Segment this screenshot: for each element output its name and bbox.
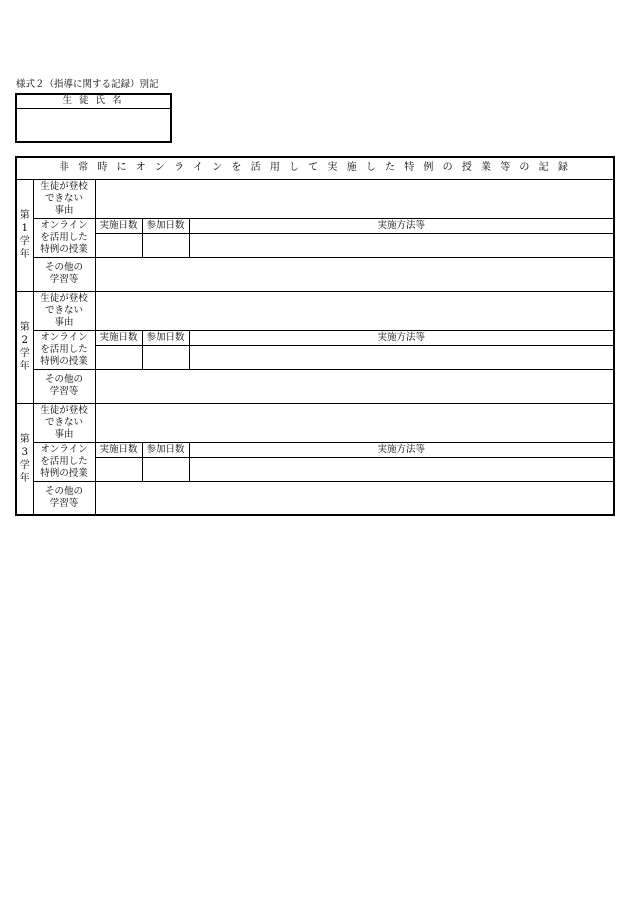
row-label-online: オンライン を活用した 特例の授業 bbox=[33, 442, 95, 481]
year-3-block bbox=[16, 403, 614, 442]
method-header: 実施方法等 bbox=[189, 218, 614, 233]
row-label-other: その他の 学習等 bbox=[33, 481, 95, 515]
method-field[interactable] bbox=[189, 233, 614, 257]
implementation-days-header: 実施日数 bbox=[95, 442, 142, 457]
implementation-days-header: 実施日数 bbox=[95, 218, 142, 233]
other-study-field[interactable] bbox=[95, 369, 614, 403]
attendance-days-header: 参加日数 bbox=[142, 330, 189, 345]
method-field[interactable] bbox=[189, 457, 614, 481]
attendance-days-header: 参加日数 bbox=[142, 442, 189, 457]
year-label: 第 3 学 年 bbox=[16, 403, 33, 515]
reason-field[interactable] bbox=[95, 179, 614, 218]
reason-field[interactable] bbox=[95, 403, 614, 442]
other-study-field[interactable] bbox=[95, 257, 614, 291]
student-name-box bbox=[15, 93, 172, 143]
row-label-reason: 生徒が登校 できない 事由 bbox=[33, 403, 95, 442]
method-field[interactable] bbox=[189, 345, 614, 369]
row-label-reason: 生徒が登校 できない 事由 bbox=[33, 291, 95, 330]
form-label: 様式２（指導に関する記録）別記 bbox=[16, 79, 159, 90]
method-header: 実施方法等 bbox=[189, 442, 614, 457]
year-label: 第 1 学 年 bbox=[16, 179, 33, 291]
year-2-block bbox=[16, 291, 614, 330]
student-name-field[interactable] bbox=[16, 108, 171, 142]
attendance-days-field[interactable] bbox=[142, 233, 189, 257]
attendance-days-field[interactable] bbox=[142, 457, 189, 481]
implementation-days-field[interactable] bbox=[95, 457, 142, 481]
implementation-days-field[interactable] bbox=[95, 345, 142, 369]
year-label: 第 2 学 年 bbox=[16, 291, 33, 403]
implementation-days-field[interactable] bbox=[95, 233, 142, 257]
row-label-reason: 生徒が登校 できない 事由 bbox=[33, 179, 95, 218]
attendance-days-field[interactable] bbox=[142, 345, 189, 369]
implementation-days-header: 実施日数 bbox=[95, 330, 142, 345]
online-lesson-record-table bbox=[15, 156, 615, 516]
reason-field[interactable] bbox=[95, 291, 614, 330]
row-label-other: その他の 学習等 bbox=[33, 369, 95, 403]
attendance-days-header: 参加日数 bbox=[142, 218, 189, 233]
method-header: 実施方法等 bbox=[189, 330, 614, 345]
row-label-other: その他の 学習等 bbox=[33, 257, 95, 291]
student-name-header: 生徒氏名 bbox=[16, 94, 171, 108]
row-label-online: オンライン を活用した 特例の授業 bbox=[33, 330, 95, 369]
record-table-title: 非常時にオンラインを活用して実施した特例の授業等の記録 bbox=[16, 157, 614, 179]
row-label-online: オンライン を活用した 特例の授業 bbox=[33, 218, 95, 257]
year-1-block bbox=[16, 179, 614, 218]
other-study-field[interactable] bbox=[95, 481, 614, 515]
